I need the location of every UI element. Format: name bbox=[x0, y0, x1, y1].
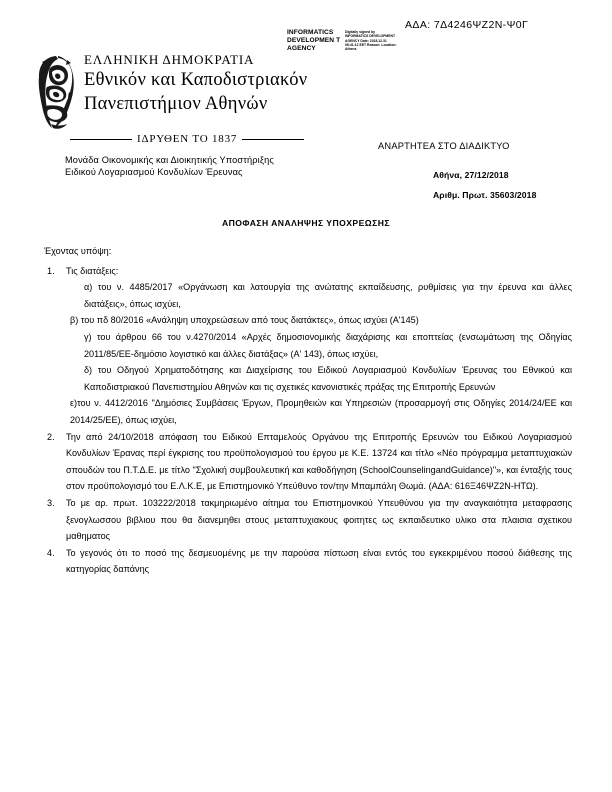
founded-line bbox=[70, 133, 366, 145]
protocol-number: Αριθμ. Πρωτ. 35603/2018 bbox=[433, 190, 537, 200]
item1-clause-c: γ) του άρθρου 66 του ν.4270/2014 «Αρχές δημοσιονομικής διαχάρισης και εποπτείας (ενσωμάτωση της Οδηγίας 2011/85/ΕΕ-δημόσιο λογιστικό και άλλες διατάξας» (Α' 143), όπως ισχύει, bbox=[84, 331, 572, 359]
list-item bbox=[44, 495, 572, 545]
founded-rule-right bbox=[242, 139, 304, 140]
item3-text: Το με αρ. πρωτ. 103222/2018 τακμηριωμένο αίτημα του Επιστημονικού Υπευθύνου για την αναγκαιότητα μεταφρασης ξενογλωσσου βιβλιου που θα διανεμηθει στους μεταπτυχιακους φοιτητες ως εκπαιδευτικο υλικο στα πλαισια σχετικου μαθηματος bbox=[66, 497, 572, 542]
item1-clause-e: ε)του ν. 4412/2016 "Δημόσιες Συμβάσεις Έργων, Προμηθειών και Υπηρεσιών (προσαρμογή στις Οδηγίες 2014/24/ΕΕ και 2014/25/ΕΕ), όπως ισχύει, bbox=[70, 398, 572, 425]
university-line-1: Εθνικόν και Καποδιστριακόν bbox=[84, 70, 308, 90]
founded-rule-left bbox=[70, 139, 132, 140]
list-item bbox=[44, 429, 572, 495]
meta-column bbox=[378, 141, 603, 200]
list-item bbox=[44, 545, 572, 578]
item1-clause-a: α) του ν. 4485/2017 «Οργάνωση και λατουργία της ανώτατης εκπαίδευσης, ρυθμίσεις για την έρευνα και άλλες διατάξεις», όπως ισχύει, bbox=[84, 282, 572, 309]
item1-sublist bbox=[66, 279, 572, 428]
publish-note: ΑΝΑΡΤΗΤΕΑ ΣΤΟ ΔΙΑΔΙΚΤΥΟ bbox=[378, 141, 510, 151]
item1-clause-d: δ) του Οδηγού Χρηματοδότησης και Διαχείρισης του Ειδικού Λογαριασμού Κονδυλίων Έρευνας του Εθνικού και Καποδιστριακού Πανεπιστημίου Αθηνών και τις σχετικές κανονιστικές πράξας της Επιτροπής Ερευνών bbox=[84, 365, 572, 392]
unit-block bbox=[65, 154, 366, 179]
republic-line: ΕΛΛΗΝΙΚΗ ΔΗΜΟΚΡΑΤΙΑ bbox=[84, 52, 255, 67]
item2-text: Την από 24/10/2018 απόφαση του Ειδικού Επταμελούς Οργάνου της Επιτροπής Ερευνών του Ειδικού Λογαριασμού Κονδυλίων Έρανας περί έγκρισης του προϋπολογισμού του έργου με Κ.Ε. 13724 και τίτλο «Νέο πρόγραμμα μεταπτυχιακών σπουδών του Π.Τ.Δ.Ε. με τίτλο "Σχολική συμβουλευτική και καθοδήγηση (SchoolCounselingandGuidance)"», και ένταξής τους στον προϋπολογισμό του Ε.Λ.Κ.Ε, με Επιστημονικό Υπεύθυνο τον/την Μπαμπάλη Θωμά. (ΑΔΑ: 616Ξ46ΨΖ2Ν-ΗΤΩ). bbox=[66, 431, 572, 492]
intro-text: Έχοντας υπόψη: bbox=[44, 246, 112, 256]
unit-line-2: Ειδικού Λογαριασμού Κονδυλίων Έρευνας bbox=[65, 167, 243, 178]
letterhead-text bbox=[76, 52, 307, 116]
ada-code: ΑΔΑ: 7Δ4246ΨΖ2Ν-Ψ0Γ bbox=[405, 19, 529, 31]
signature-details: Digitally signed by INFORMATICS DEVELOPMENT AGENCY Date: 2018.12.31 08:41:12 EET Reason: Location: Athens bbox=[345, 30, 397, 52]
city-date: Αθήνα, 27/12/2018 bbox=[433, 170, 509, 180]
document-body bbox=[44, 243, 572, 578]
item1-clause-b: β) του πδ 80/2016 «Ανάληψη υποχρεώσεων από τους διατάκτες», όπως ισχύει (Α'145) bbox=[70, 315, 419, 326]
university-line-2: Πανεπιστήμιον Αθηνών bbox=[84, 94, 268, 114]
unit-line-1: Μονάδα Οικονομικής και Διοικητικής Υποστήριξης bbox=[65, 155, 274, 165]
item1-lead: Τις διατάξεις: bbox=[66, 265, 119, 276]
letterhead bbox=[36, 52, 366, 179]
founded-label: ΙΔΡΥΘΕΝ ΤΟ 1837 bbox=[137, 133, 238, 145]
signature-agency-name: INFORMATICS DEVELOPMEN T AGENCY bbox=[287, 29, 341, 53]
considerations-list bbox=[44, 263, 572, 578]
item4-text: Το γεγονός ότι το ποσό της δεσμευομένης με την παρούσα πίστωση είναι εντός του εγκεκριμένου ποσού διάθεσης της κατηγορίας δαπάνης bbox=[66, 547, 572, 575]
page-title: ΑΠΟΦΑΣΗ ΑΝΑΛΗΨΗΣ ΥΠΟΧΡΕΩΣΗΣ bbox=[221, 218, 391, 228]
list-item bbox=[44, 263, 572, 429]
athena-head-emblem bbox=[36, 54, 76, 130]
